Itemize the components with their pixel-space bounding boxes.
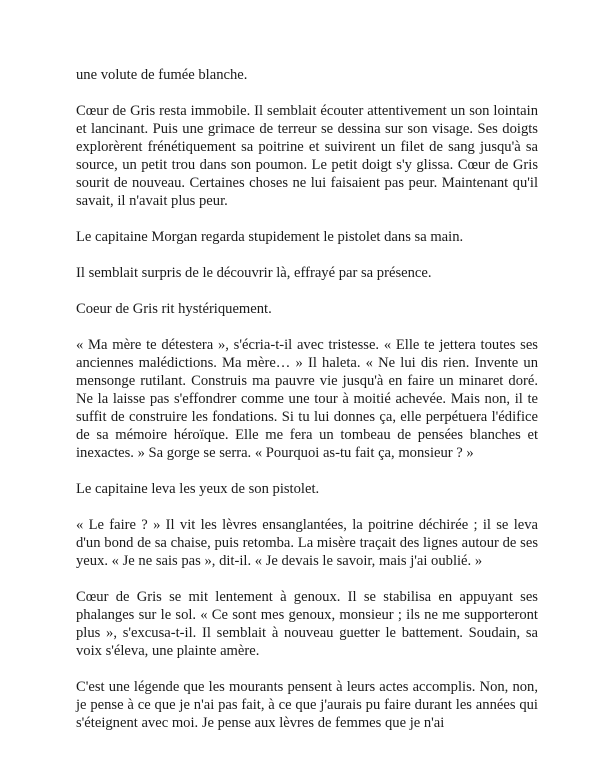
paragraph-7: Le capitaine leva les yeux de son pistolet. — [76, 481, 320, 497]
paragraph-2: Cœur de Gris resta immobile. Il semblait écouter attentivement un son lointain et lancinant. Puis une grimace de terreur se dessina sur son visage. Ses doigts explorèrent frénétiquement sa poitrine et suivirent un filet de sang jusqu'à sa source, un petit trou dans son poumon. Le petit doigt s'y glissa. Cœur de Gris sourit de nouveau. Certaines choses ne lui faisaient pas peur. Maintenant qu'il savait, il n'avait plus peur. — [76, 103, 538, 209]
paragraph-9: Cœur de Gris se mit lentement à genoux. Il se stabilisa en appuyant ses phalanges sur le sol. « Ce sont mes genoux, monsieur ; ils ne me supporteront plus », s'excusa-t-il. Il semblait à nouveau guetter le battement. Soudain, sa voix s'éleva, une plainte amère. — [76, 589, 538, 659]
paragraph-6: « Ma mère te détestera », s'écria-t-il avec tristesse. « Elle te jettera toutes ses anciennes malédictions. Ma mère… » Il haleta. « Ne lui dis rien. Invente un mensonge rutilant. Construis ma pauvre vie jusqu'à en faire un minaret doré. Ne la laisse pas s'effondrer comme une tour à moitié achevée. Mais non, il te suffit de construire les fondations. Si tu lui donnes ça, elle perpétuera l'édifice de sa mémoire héroïque. Elle me fera un tombeau de pensées blanches et inexactes. » Sa gorge se serra. « Pourquoi as-tu fait ça, monsieur ? » — [76, 337, 538, 461]
paragraph-4: Il semblait surpris de le découvrir là, effrayé par sa présence. — [76, 265, 432, 281]
paragraph-10: C'est une légende que les mourants pensent à leurs actes accomplis. Non, non, je pense à ce que je n'ai pas fait, à ce que j'aurais pu faire durant les années qui s'éteignent avec moi. Je pense aux lèvres de femmes que je n'ai — [76, 679, 538, 731]
paragraph-8: « Le faire ? » Il vit les lèvres ensanglantées, la poitrine déchirée ; il se leva d'un bond de sa chaise, puis retomba. La misère traçait des lignes autour de ses yeux. « Je ne sais pas », dit-il. « Je devais le savoir, mais j'ai oublié. » — [76, 517, 538, 569]
document-page — [76, 66, 538, 750]
paragraph-5: Coeur de Gris rit hystériquement. — [76, 301, 272, 317]
paragraph-1: une volute de fumée blanche. — [76, 67, 248, 83]
paragraph-3: Le capitaine Morgan regarda stupidement le pistolet dans sa main. — [76, 229, 464, 245]
